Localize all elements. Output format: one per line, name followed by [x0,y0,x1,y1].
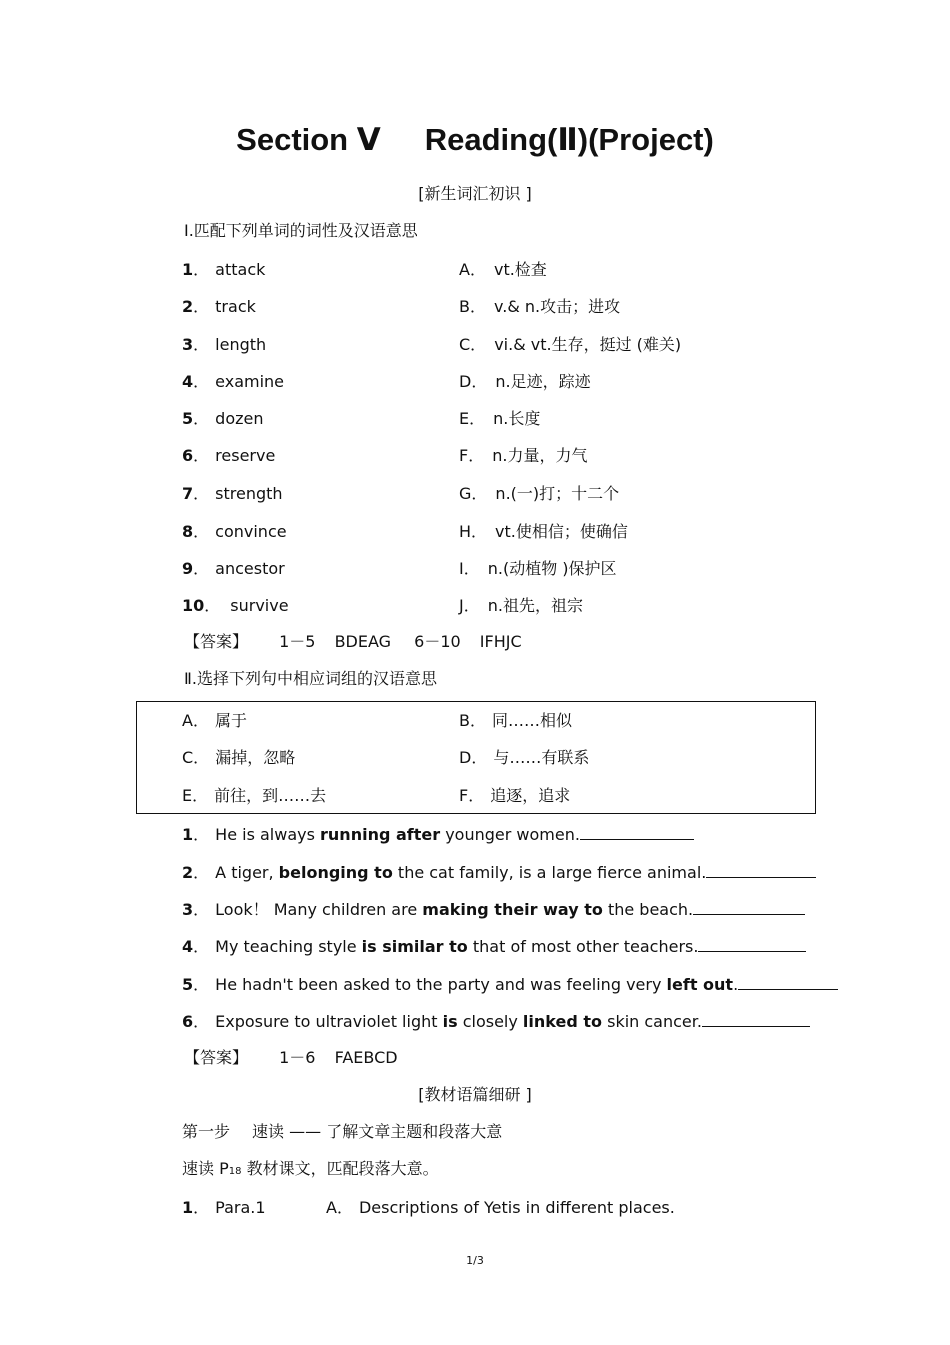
meaning-letter: C [459,335,471,354]
meaning-letter: G [459,484,472,503]
answer-range: 1－5 [279,632,316,651]
sentence-pre: Look！ Many children are [215,900,423,919]
sentence-post: skin cancer. [602,1012,702,1031]
option-letter: B [459,711,470,730]
answer-line-2 [184,1045,398,1068]
sentence-pre: He is always [215,825,321,844]
sentence-post: younger women. [440,825,580,844]
option-text: 与……有联系 [493,748,590,767]
word-text: survive [230,596,289,615]
sentence-number: 4 [182,937,194,956]
section1-heading: Ⅰ.匹配下列单词的词性及汉语意思 [184,221,418,240]
word-number: 2 [182,297,194,316]
sentence-pre: Exposure to ultraviolet light [215,1012,443,1031]
answer-blank[interactable] [702,1012,810,1027]
option-letter: A [182,711,193,730]
meaning-text: v.& n.攻击；进攻 [494,297,621,316]
para-label: Para.1 [215,1198,266,1217]
sentence-item: 5． He hadn't been asked to the party and was feeling very left out. [182,972,838,995]
vocab-header: [新生词汇初识 ] [418,184,532,203]
word-number: 5 [182,409,194,428]
option-item: C． 漏掉，忽略 [182,748,296,767]
meaning-text: vt.使相信；使确信 [495,522,628,541]
sentence-phrase: left out [666,975,734,994]
option-item: A． 属于 [182,711,247,730]
meaning-item: A． vt.检查 [459,260,547,279]
word-number: 9 [182,559,194,578]
word-text: length [215,335,267,354]
answer-blank[interactable] [698,937,806,952]
meaning-item: I． n.(动植物 )保护区 [459,559,617,578]
step-title: 速读 —— 了解文章主题和段落大意 [252,1122,503,1141]
option-text: 追逐，追求 [490,786,571,805]
meaning-text: n.祖先，祖宗 [487,596,583,615]
meaning-letter: I [459,559,464,578]
meaning-item: B． v.& n.攻击；进攻 [459,297,621,316]
sentence-phrase: belonging to [278,863,393,882]
title-reading: Reading(Ⅱ)(Project) [424,122,714,157]
word-text: attack [215,260,266,279]
answer-text: FAEBCD [334,1048,398,1067]
meaning-letter: H [459,522,472,541]
sentence-phrase: is [442,1012,458,1031]
para-text: Descriptions of Yetis in different places. [358,1198,675,1217]
meaning-text: vt.检查 [493,260,547,279]
meaning-text: n.(动植物 )保护区 [487,559,617,578]
instruction-post: 教材课文，匹配段落大意。 [241,1159,439,1178]
answer-label: 【答案】 [184,1048,249,1067]
word-item: 4． examine [182,372,285,391]
word-item: 1． attack [182,260,266,279]
sentence-pre: My teaching style [215,937,362,956]
sentence-number: 3 [182,900,194,919]
word-number: 7 [182,484,194,503]
meaning-text: n.(一)打；十二个 [495,484,620,503]
word-text: examine [215,372,285,391]
sentence-post: the beach. [602,900,694,919]
word-item: 9． ancestor [182,559,285,578]
sentence-pre: He hadn't been asked to the party and was feeling very [215,975,667,994]
word-text: track [215,297,256,316]
option-item: E． 前往，到……去 [182,786,327,805]
meaning-text: n.足迹，踪迹 [495,372,591,391]
sentence-number: 2 [182,863,194,882]
meaning-letter: J [459,596,464,615]
title-section: Section Ⅴ [236,122,381,157]
step1-line [182,1119,502,1142]
sentence-post: the cat family, is a large fierce animal. [392,863,707,882]
sentence-mid: closely [457,1012,523,1031]
sentence-item: 6． Exposure to ultraviolet light is closely linked to skin cancer. [182,1009,810,1032]
option-text: 前往，到……去 [214,786,327,805]
meaning-letter: F [459,446,469,465]
page-number: 1/3 [466,1254,484,1267]
option-text: 属于 [214,711,247,730]
meaning-item: J． n.祖先，祖宗 [459,596,583,615]
meaning-item: C． vi.& vt.生存，挺过 (难关) [459,335,682,354]
option-letter: F [459,786,469,805]
sentence-post: that of most other teachers. [467,937,699,956]
sentence-item: 1． He is always running after younger women. [182,822,694,845]
answer-label: 【答案】 [184,632,249,651]
word-number: 4 [182,372,194,391]
option-item: D． 与……有联系 [459,748,590,767]
word-text: strength [215,484,283,503]
word-number: 3 [182,335,194,354]
option-text: 同……相似 [492,711,573,730]
word-item: 3． length [182,335,267,354]
word-item: 6． reserve [182,446,276,465]
meaning-item: G． n.(一)打；十二个 [459,484,620,503]
word-item: 2． track [182,297,256,316]
instruction-line [182,1156,439,1179]
sentence-item: 4． My teaching style is similar to that of most other teachers. [182,934,806,957]
meaning-letter: B [459,297,470,316]
answer-blank[interactable] [738,975,838,990]
sentence-number: 1 [182,825,194,844]
para-meaning-item: A． Descriptions of Yetis in different places. [326,1198,675,1217]
instruction-pre: 速读 P [182,1159,229,1178]
word-text: ancestor [215,559,285,578]
sentence-pre: A tiger, [215,863,279,882]
text-header: [教材语篇细研 ] [418,1085,532,1104]
word-number: 8 [182,522,194,541]
answer-blank[interactable] [580,825,694,840]
meaning-item: H． vt.使相信；使确信 [459,522,628,541]
option-letter: D [459,748,472,767]
word-number: 1 [182,260,194,279]
word-text: convince [215,522,287,541]
sentence-phrase: linked to [522,1012,603,1031]
option-text: 漏掉，忽略 [215,748,296,767]
word-number: 6 [182,446,194,465]
answer-range: 6－10 [414,632,461,651]
sentence-phrase: making their way to [422,900,603,919]
option-letter: C [182,748,194,767]
option-item: F． 追逐，追求 [459,786,571,805]
sentence-phrase: is similar to [361,937,468,956]
page-title [0,122,950,158]
meaning-item: F． n.力量，力气 [459,446,588,465]
option-letter: E [182,786,193,805]
answer-text: BDEAG [334,632,392,651]
section2-heading: Ⅱ.选择下列句中相应词组的汉语意思 [184,669,437,688]
meaning-item: E． n.长度 [459,409,541,428]
step-label: 第一步 [182,1122,231,1141]
sentence-post: . [733,975,739,994]
sentence-phrase: running after [320,825,441,844]
meaning-letter: A [459,260,470,279]
meaning-text: vi.& vt.生存，挺过 (难关) [494,335,682,354]
meaning-text: n.长度 [493,409,541,428]
word-text: reserve [215,446,276,465]
answer-text: IFHJC [479,632,522,651]
word-number: 10 [182,596,205,615]
answer-blank[interactable] [706,863,816,878]
word-item: 7． strength [182,484,283,503]
answer-range: 1－6 [279,1048,316,1067]
word-item: 5． dozen [182,409,264,428]
option-item: B． 同……相似 [459,711,573,730]
instruction-subscript: 18 [228,1166,242,1177]
meaning-item: D． n.足迹，踪迹 [459,372,591,391]
sentence-item: 3． Look！ Many children are making their way to the beach. [182,897,805,920]
para-match-item: 1． Para.1 [182,1198,266,1217]
answer-blank[interactable] [693,900,805,915]
word-text: dozen [215,409,264,428]
para-letter: A [326,1198,337,1217]
meaning-letter: D [459,372,472,391]
meaning-letter: E [459,409,470,428]
answer-line-1 [184,629,522,652]
sentence-number: 6 [182,1012,194,1031]
word-item: 10． survive [182,596,289,615]
meaning-text: n.力量，力气 [492,446,588,465]
word-item: 8． convince [182,522,287,541]
sentence-number: 5 [182,975,194,994]
sentence-item: 2． A tiger, belonging to the cat family, is a large fierce animal. [182,860,816,883]
para-number: 1 [182,1198,194,1217]
